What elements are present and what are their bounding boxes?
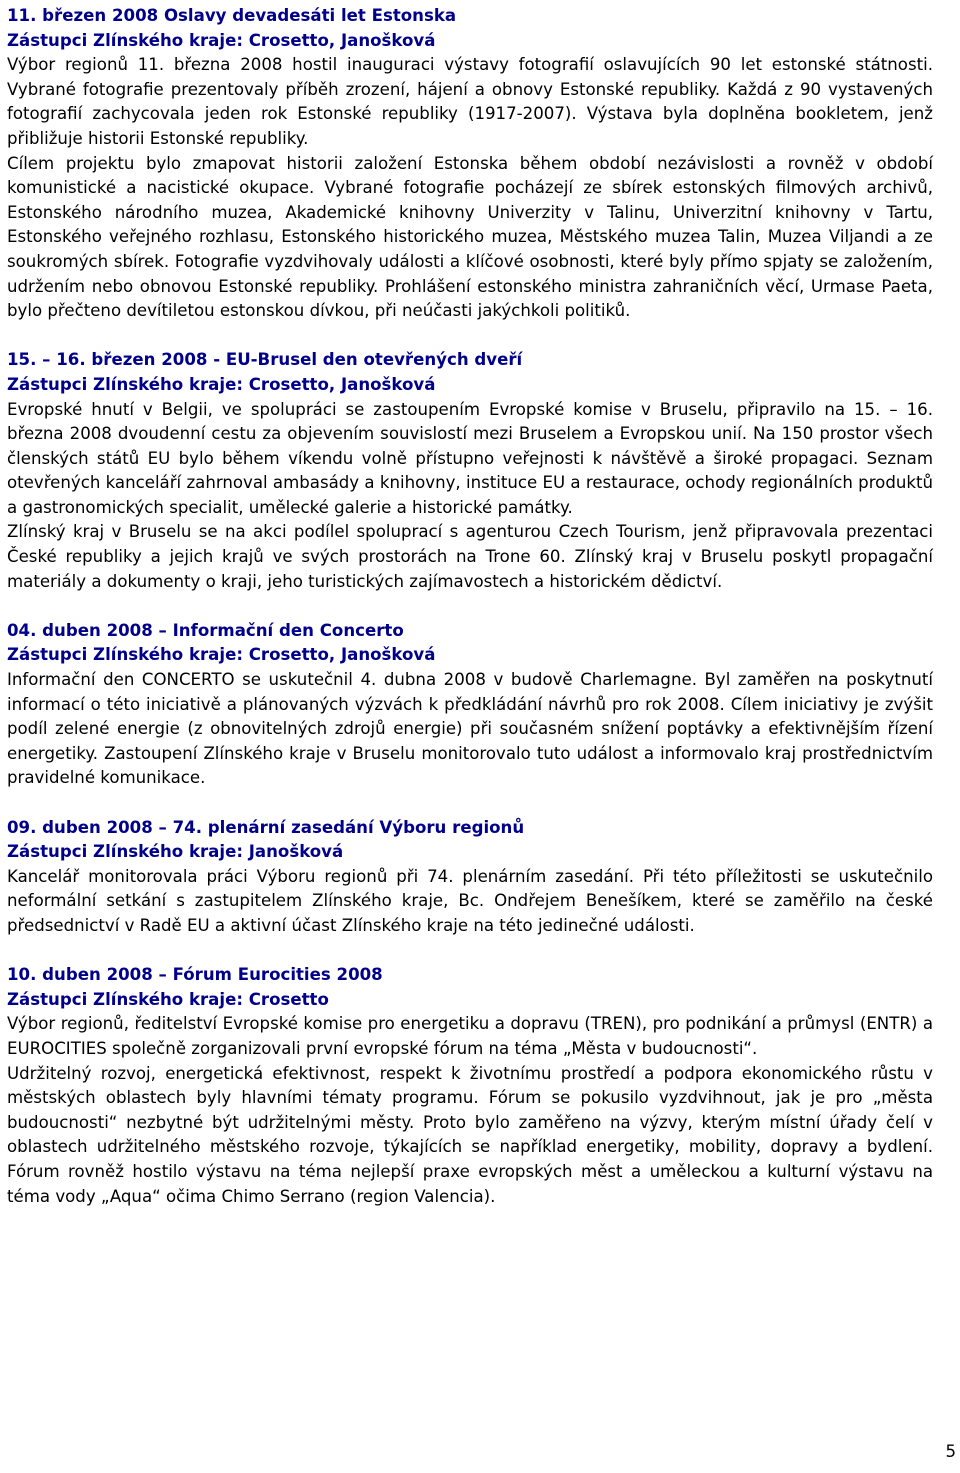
section-paragraph: Kancelář monitorovala práci Výboru regionů při 74. plenárním zasedání. Při této příležitosti se uskutečnilo neformální setkání s zastupitelem Zlínského kraje, Bc. Ondřejem Benešíkem, které se zaměřilo na české předsednictví v Radě EU a aktivní účast Zlínského kraje na této jedinečné události. <box>7 866 933 935</box>
section-paragraph: Evropské hnutí v Belgii, ve spolupráci se zastoupením Evropské komise v Bruselu, připravilo na 15. – 16. března 2008 dvoudenní cestu za objevením souvislostí mezi Bruselem a Evropskou unií. Na 150 prostor všech členských států EU bylo během víkendu volně přístupno veřejnosti k návštěvě a široké propagaci. Seznam otevřených kanceláří zahrnoval ambasády a knihovny, instituce EU a restaurace, ochody regionálních produktů a gastronomických specialit, umělecké galerie a historické památky. <box>7 399 933 517</box>
section-paragraph: Výbor regionů 11. března 2008 hostil inauguraci výstavy fotografií oslavujících 90 let estonské státnosti. Vybrané fotografie prezentovaly příběh zrození, hájení a obnovy Estonské republiky. Každá z 90 vystavených fotografií zachycovala jeden rok Estonské republiky (1917-2007). Výstava byla doplněna bookletem, jenž přibližuje historii Estonské republiky. <box>7 55 933 148</box>
section-heading: 09. duben 2008 – 74. plenární zasedání Výboru regionů <box>7 817 525 837</box>
document-content <box>7 4 933 1234</box>
section-plenary-session <box>7 816 933 939</box>
section-estonia-anniversary <box>7 4 933 324</box>
section-heading: 15. – 16. březen 2008 - EU-Brusel den otevřených dveří <box>7 350 523 370</box>
section-paragraph: Výbor regionů, ředitelství Evropské komise pro energetiku a dopravu (TREN), pro podnikání a průmysl (ENTR) a EUROCITIES společně zorganizovali první evropské fórum na téma „Města v budoucnosti“. <box>7 1014 933 1058</box>
section-representatives: Zástupci Zlínského kraje: Crosetto, Janošková <box>7 374 436 394</box>
section-paragraph: Zlínský kraj v Bruselu se na akci podílel spoluprací s agenturou Czech Tourism, jenž připravovala prezentaci České republiky a jejich krajů ve svých prostorách na Trone 60. Zlínský kraj v Bruselu poskytl propagační materiály a dokumenty o kraji, jeho turistických zajímavostech a historickém dědictví. <box>7 522 933 591</box>
page-number: 5 <box>945 1442 956 1461</box>
section-representatives: Zástupci Zlínského kraje: Crosetto, Janošková <box>7 30 436 50</box>
section-representatives: Zástupci Zlínského kraje: Janošková <box>7 842 344 862</box>
section-open-doors-day <box>7 348 933 594</box>
section-paragraph: Udržitelný rozvoj, energetická efektivnost, respekt k životnímu prostředí a podpora ekonomického růstu v městských oblastech byly hlavními tématy programu. Fórum se pokusilo vyzdvihnout, jak je pro „města budoucnosti“ nezbytné být udržitelnými městy. Proto bylo zaměřeno na výzvy, kterým místní úřady čelí v oblastech udržitelného městského rozvoje, týkajících se například energetiky, mobility, dopravy a bydlení. Fórum rovněž hostilo výstavu na téma nejlepší praxe evropských měst a uměleckou a kulturní výstavu na téma vody „Aqua“ očima Chimo Serrano (region Valencia). <box>7 1063 933 1206</box>
section-eurocities-forum <box>7 963 933 1209</box>
section-representatives: Zástupci Zlínského kraje: Crosetto <box>7 989 329 1009</box>
section-heading: 11. březen 2008 Oslavy devadesáti let Estonska <box>7 6 457 25</box>
section-concerto-info-day <box>7 619 933 791</box>
section-heading: 04. duben 2008 – Informační den Concerto <box>7 620 404 640</box>
section-representatives: Zástupci Zlínského kraje: Crosetto, Janošková <box>7 645 436 665</box>
section-paragraph: Cílem projektu bylo zmapovat historii založení Estonska během období nezávislosti a rovněž v období komunistické a nacistické okupace. Vybrané fotografie pocházejí ze sbírek estonských filmových archivů, Estonského národního muzea, Akademické knihovny Univerzity v Talinu, Univerzitní knihovny v Tartu, Estonského veřejného rozhlasu, Estonského historického muzea, Městského muzea Talin, Muzea Viljandi a ze soukromých sbírek. Fotografie vyzdvihovaly události a klíčové osobnosti, které byly přímo spjaty se založením, udržením nebo obnovou Estonské republiky. Prohlášení estonského ministra zahraničních věcí, Urmase Paeta, bylo přečteno devítiletou estonskou dívkou, při neúčasti jakýchkoli politiků. <box>7 153 933 321</box>
section-heading: 10. duben 2008 – Fórum Eurocities 2008 <box>7 965 383 985</box>
section-paragraph: Informační den CONCERTO se uskutečnil 4. dubna 2008 v budově Charlemagne. Byl zaměřen na poskytnutí informací o této iniciativě a plánovaných výzvách k předkládání návrhů pro rok 2008. Cílem iniciativy je zvýšit podíl zelené energie (z obnovitelných zdrojů energie) při současném snížení poptávky a efektivnějším řízení energetiky. Zastoupení Zlínského kraje v Bruselu monitorovalo tuto událost a informovalo kraj prostřednictvím pravidelné komunikace. <box>7 670 933 788</box>
